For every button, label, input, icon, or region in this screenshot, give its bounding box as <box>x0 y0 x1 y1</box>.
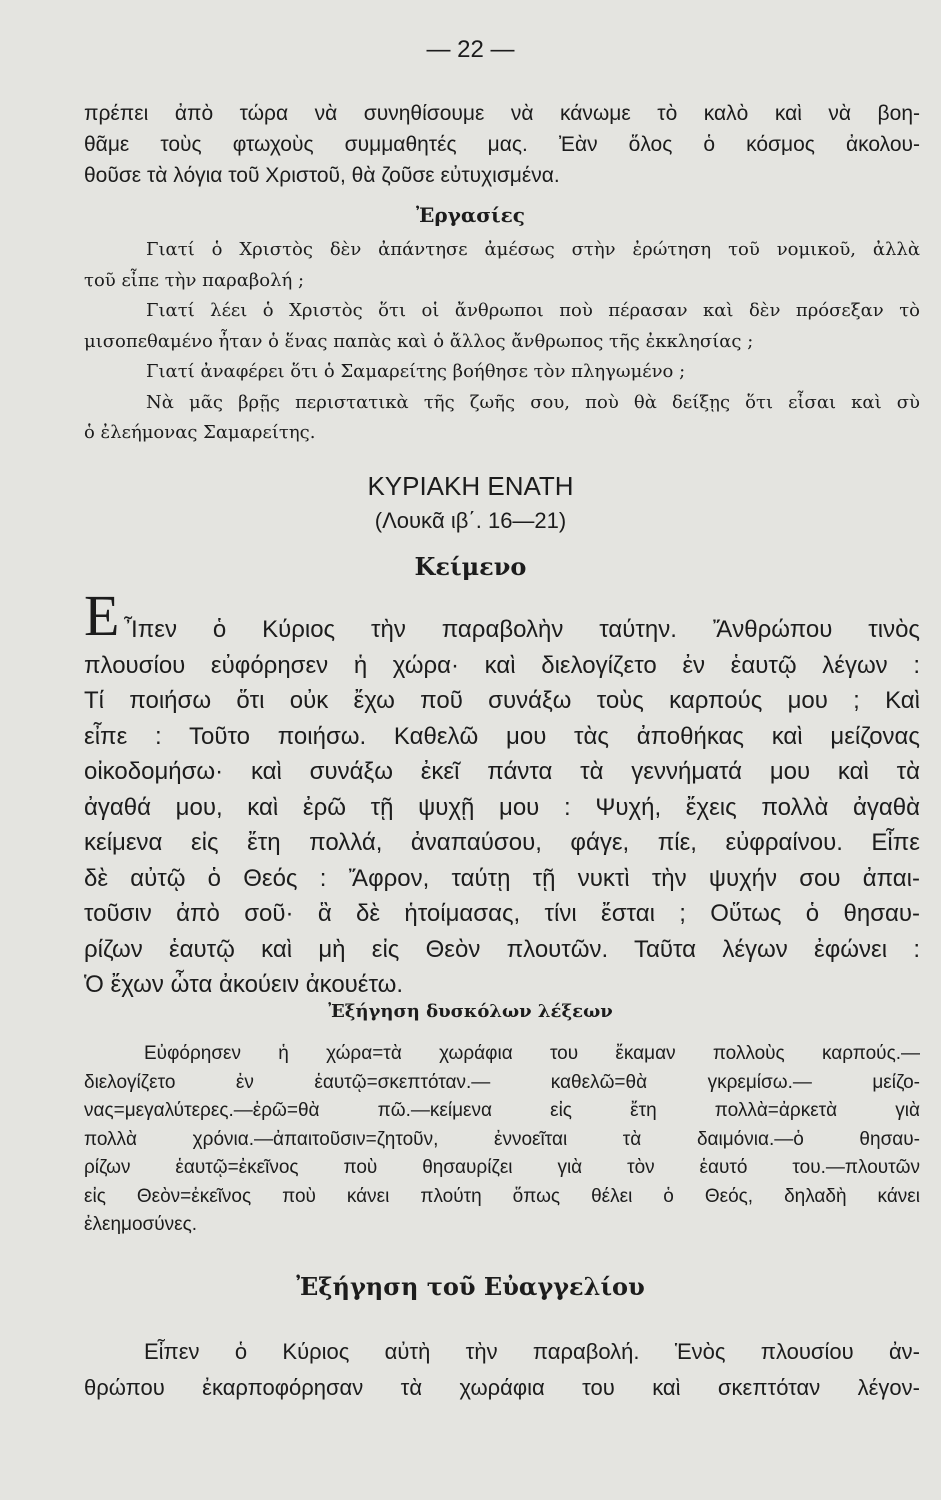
exercises-heading: Ἐργασίες <box>415 203 525 227</box>
intro-line: θοῦσε τὰ λόγια τοῦ Χριστοῦ, θὰ ζοῦσε εὐτυχισμένα. <box>84 164 560 187</box>
intro-line: θᾶμε τοὺς φτωχοὺς συμμαθητές μας. Ἐὰν ὅλος ὁ κόσμος ἀκολου- <box>84 133 920 156</box>
exercises-list <box>84 235 920 449</box>
main-text-line: Ὁ ἔχων ὦτα ἀκούειν ἀκουέτω. <box>84 971 404 998</box>
main-text-line: δὲ αὐτῷ ὁ Θεός : Ἄφρον, ταύτῃ τῇ νυκτὶ τὴν ψυχήν σου ἀπαι- <box>84 864 920 892</box>
glossary-line: νας=μεγαλύτερες.—ἐρῶ=θὰ πῶ.—κείμενα εἰς ἔτη πολλὰ=ἀρκετὰ γιὰ <box>84 1100 920 1121</box>
section-reference: (Λουκᾶ ιβ΄. 16—21) <box>374 508 567 533</box>
main-text-line: κείμενα εἰς ἔτη πολλά, ἀναπαύσου, φάγε, πίε, εὐφραίνου. Εἶπε <box>84 829 920 856</box>
glossary-line: εἰς Θεὸν=ἐκεῖνος ποὺ κάνει πλούτη ὅπως θέλει ὁ Θεός, δηλαδὴ κάνει <box>84 1185 920 1207</box>
main-text-line: τοῦσιν ἀπὸ σοῦ· ἃ δὲ ἡτοίμασας, τίνι ἔσται ; Οὕτως ὁ θησαυ- <box>84 900 920 927</box>
exercise-line: Γιατί ὁ Χριστὸς δὲν ἀπάντησε ἀμέσως στὴν ἐρώτηση τοῦ νομικοῦ, ἀλλὰ <box>146 239 920 260</box>
glossary-line: Εὐφόρησεν ἡ χώρα=τὰ χωράφια του ἔκαμαν πολλοὺς καρπούς.— <box>144 1043 920 1064</box>
exercise-line: μισοπεθαμένο ἦταν ὁ ἕνας παπὰς καὶ ὁ ἄλλος ἄνθρωπος τῆς ἐκκλησίας ; <box>84 330 754 352</box>
gospel-line: θρώπου ἐκαρποφόρησαν τὰ χωράφια του καὶ σκεπτόταν λέγον- <box>84 1375 920 1400</box>
main-text-line: εἶπε : Τοῦτο ποιήσω. Καθελῶ μου τὰς ἀποθήκας καὶ μείζονας <box>84 722 920 750</box>
gospel-line: Εἶπεν ὁ Κύριος αὐτὴ τὴν παραβολή. Ἑνὸς πλουσίου ἀν- <box>144 1339 920 1364</box>
exercise-line: Νὰ μᾶς βρῇς περιστατικὰ τῆς ζωῆς σου, ποὺ θὰ δείξῃς ὅτι εἶσαι καὶ σὺ <box>146 391 920 413</box>
section-title: ΚΥΡΙΑΚΗ ΕΝΑΤΗ <box>367 471 574 501</box>
main-text-line: Τί ποιήσω ὅτι οὐκ ἔχω ποῦ συνάξω τοὺς καρπούς μου ; Καὶ <box>84 687 920 714</box>
page-number: — 22 — <box>426 36 515 63</box>
glossary-line: διελογίζετο ἐν ἑαυτῷ=σκεπτόταν.— καθελῶ=θὰ γκρεμίσω.— μείζο- <box>84 1071 920 1093</box>
intro-line: πρέπει ἀπὸ τώρα νὰ συνηθίσουμε νὰ κάνωμε τὸ καλὸ καὶ νὰ βοη- <box>84 102 920 125</box>
exercise-line: Γιατί λέει ὁ Χριστὸς ὅτι οἱ ἄνθρωποι ποὺ πέρασαν καὶ δὲν πρόσεξαν τὸ <box>146 300 920 321</box>
gospel-text <box>84 1334 920 1406</box>
drop-cap: Ε <box>84 583 120 648</box>
exercise-line: τοῦ εἶπε τὴν παραβολή ; <box>84 269 305 291</box>
glossary-line: ἐλεημοσύνες. <box>84 1214 198 1235</box>
main-text-line: οἰκοδομήσω· καὶ συνάξω ἐκεῖ πάντα τὰ γεννήματά μου καὶ τὰ <box>84 758 920 785</box>
glossary-line: πολλὰ χρόνια.—ἀπαιτοῦσιν=ζητοῦν, ἐννοεῖται τὰ δαιμόνια.—ὁ θησαυ- <box>84 1128 920 1150</box>
gospel-heading: Ἐξήγηση τοῦ Εὐαγγελίου <box>296 1272 645 1301</box>
exercise-line: ὁ ἐλεήμονας Σαμαρείτης. <box>84 422 316 443</box>
glossary-list <box>84 1040 920 1240</box>
intro-paragraph <box>84 98 920 191</box>
main-text-line: ρίζων ἑαυτῷ καὶ μὴ εἰς Θεὸν πλουτῶν. Ταῦτα λέγων ἐφώνει : <box>84 935 920 963</box>
main-text <box>84 612 920 1003</box>
text-heading: Κείμενο <box>414 552 527 581</box>
exercise-line: Γιατί ἀναφέρει ὅτι ὁ Σαμαρείτης βοήθησε τὸν πληγωμένο ; <box>146 361 686 382</box>
glossary-line: ρίζων ἑαυτῷ=ἐκεῖνος ποὺ θησαυρίζει γιὰ τὸν ἑαυτό του.—πλουτῶν <box>84 1157 920 1178</box>
main-text-line: Ἶπεν ὁ Κύριος τὴν παραβολὴν ταύτην. Ἄνθρώπου τινὸς <box>124 616 920 643</box>
main-text-line: πλουσίου εὐφόρησεν ἡ χώρα· καὶ διελογίζετο ἐν ἑαυτῷ λέγων : <box>84 651 920 679</box>
main-text-line: ἀγαθά μου, καὶ ἐρῶ τῇ ψυχῇ μου : Ψυχή, ἔχεις πολλὰ ἀγαθὰ <box>84 793 920 821</box>
glossary-heading: Ἐξήγηση δυσκόλων λέξεων <box>328 1001 613 1022</box>
